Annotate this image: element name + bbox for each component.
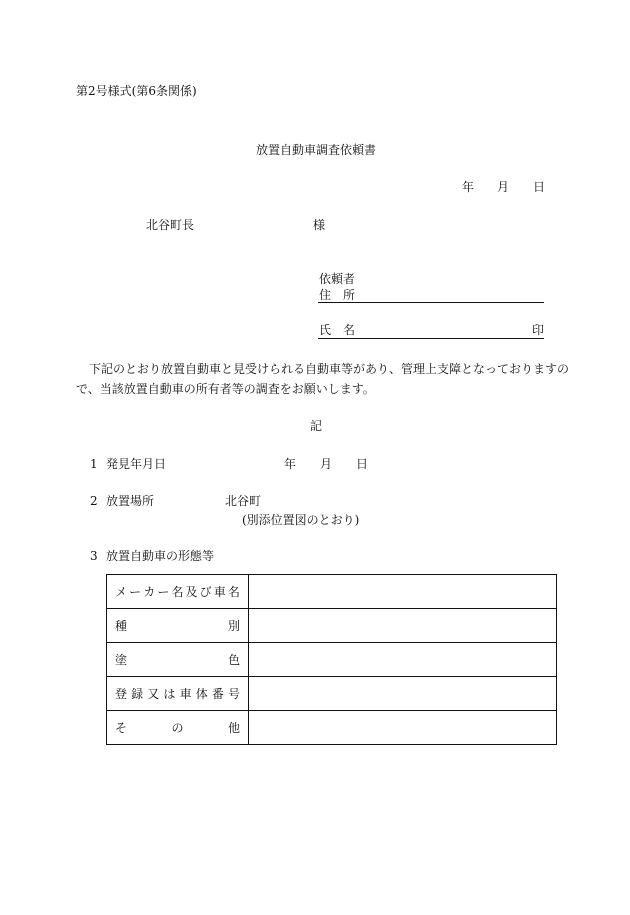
row-value-maker-model[interactable]	[249, 575, 557, 609]
item1-day: 日	[356, 457, 369, 471]
row-label-char: 他	[227, 721, 240, 735]
row-label-char: 色	[227, 653, 240, 667]
vehicle-details-table	[106, 574, 557, 745]
row-label-char: 名	[227, 585, 240, 599]
addressee-name: 北谷町長	[146, 218, 195, 232]
table-row	[107, 643, 557, 677]
date-day: 日	[533, 180, 546, 194]
row-label-char: 車	[213, 585, 226, 599]
ki-heading: 記	[310, 419, 323, 433]
item2-note: (別添位置図のとおり)	[242, 513, 360, 527]
body-line-2: で、当該放置自動車の所有者等の調査をお願いします。	[76, 382, 375, 396]
item2-label: 放置場所	[106, 494, 155, 508]
row-label-char: メ	[115, 585, 128, 599]
item1-number: 1	[90, 457, 98, 471]
row-label-color	[107, 643, 249, 677]
item2-number: 2	[90, 494, 98, 508]
address-label: 住 所	[319, 288, 356, 302]
row-value-other[interactable]	[249, 711, 557, 745]
row-label-char: 登	[115, 687, 128, 701]
row-value-registration[interactable]	[249, 677, 557, 711]
row-label-char: 車	[179, 687, 192, 701]
row-label-char: 別	[227, 619, 240, 633]
seal-mark: 印	[532, 323, 545, 337]
row-label-char: の	[171, 721, 184, 735]
row-label-other	[107, 711, 249, 745]
row-label-maker-model	[107, 575, 249, 609]
row-label-char: 名	[171, 585, 184, 599]
table-row	[107, 609, 557, 643]
name-label: 氏 名	[319, 323, 356, 337]
row-label-char: び	[199, 585, 212, 599]
item3-label: 放置自動車の形態等	[106, 549, 215, 563]
document-title: 放置自動車調査依頼書	[256, 143, 377, 157]
row-value-type[interactable]	[249, 609, 557, 643]
row-label-char: 号	[227, 687, 240, 701]
row-label-char: 塗	[115, 653, 128, 667]
row-label-char: そ	[115, 721, 128, 735]
item1-label: 発見年月日	[106, 457, 167, 471]
row-label-type	[107, 609, 249, 643]
row-value-color[interactable]	[249, 643, 557, 677]
row-label-char: 番	[211, 687, 224, 701]
date-month: 月	[497, 180, 510, 194]
row-label-char: ー	[157, 585, 170, 599]
row-label-char: ー	[129, 585, 142, 599]
row-label-char: 体	[195, 687, 208, 701]
name-underline	[318, 338, 544, 339]
row-label-registration	[107, 677, 249, 711]
item3-number: 3	[90, 549, 98, 563]
row-label-char: は	[163, 687, 176, 701]
row-label-char: 種	[115, 619, 128, 633]
row-label-char: カ	[143, 585, 156, 599]
addressee-honorific: 様	[313, 218, 326, 232]
form-number: 第2号様式(第6条関係)	[76, 84, 197, 98]
table-row	[107, 575, 557, 609]
row-label-char: 録	[131, 687, 144, 701]
row-label-char: 又	[147, 687, 160, 701]
item2-town: 北谷町	[225, 494, 262, 508]
requester-heading: 依頼者	[319, 272, 356, 286]
table-row	[107, 677, 557, 711]
table-row	[107, 711, 557, 745]
row-label-char: 及	[185, 585, 198, 599]
item1-year: 年	[284, 457, 297, 471]
body-line-1: 下記のとおり放置自動車と見受けられる自動車等があり、管理上支障となっておりますの	[89, 362, 570, 376]
address-underline	[318, 302, 544, 303]
date-year: 年	[462, 180, 475, 194]
item1-month: 月	[320, 457, 333, 471]
